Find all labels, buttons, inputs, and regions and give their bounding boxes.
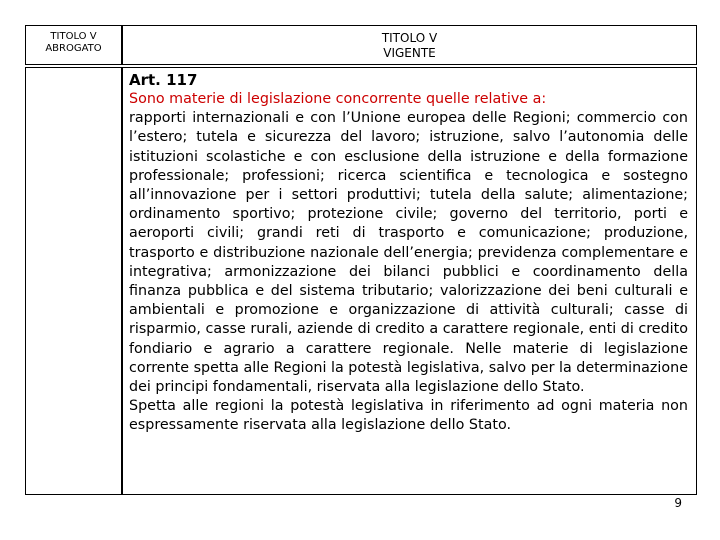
article-paragraph-2: Spetta alle regioni la potestà legislativa in riferimento ad ogni materia non espressamente riservata alla legislazione dello Stato.	[129, 398, 688, 434]
left-header-line2: ABROGATO	[45, 43, 102, 54]
left-column-body	[25, 67, 122, 495]
right-header-line2: VIGENTE	[383, 46, 436, 60]
article-paragraph-1: rapporti internazionali e con l’Unione europea delle Regioni; commercio con l’estero; tutela e sicurezza del lavoro; istruzione, salvo l’autonomia delle istituzioni scolastiche e con esclusione della istruzione e della formazione professionale; professioni; ricerca scientifica e tecnologica e sostegno all’innovazione per i settori produttivi; tutela della salute; alimentazione; ordinamento sportivo; protezione civile; governo del territorio, porti e aeroporti civili; grandi reti di trasporto e comunicazione; produzione, trasporto e distribuzione nazionale dell’energia; previdenza complementare e integrativa; armonizzazione dei bilanci pubblici e coordinamento della finanza pubblica e del sistema tributario; valorizzazione dei beni culturali e ambientali e promozione e organizzazione di attività culturali; casse di risparmio, casse rurali, aziende di credito a carattere regionale, enti di credito fondiario e agrario a carattere regionale. Nelle materie di legislazione corrente spetta alle Regioni la potestà legislativa, salvo per la determinazione dei principi fondamentali, riservata alla legislazione dello Stato.	[129, 110, 688, 396]
page-number: 9	[674, 496, 682, 510]
right-column-header	[122, 25, 697, 65]
article-title: Art. 117	[129, 71, 198, 89]
left-column-header	[25, 25, 122, 65]
right-header-line1: TITOLO V	[381, 31, 438, 45]
article-intro: Sono materie di legislazione concorrente quelle relative a:	[129, 91, 547, 107]
right-column-body	[122, 67, 697, 495]
left-header-line1: TITOLO V	[50, 31, 97, 42]
